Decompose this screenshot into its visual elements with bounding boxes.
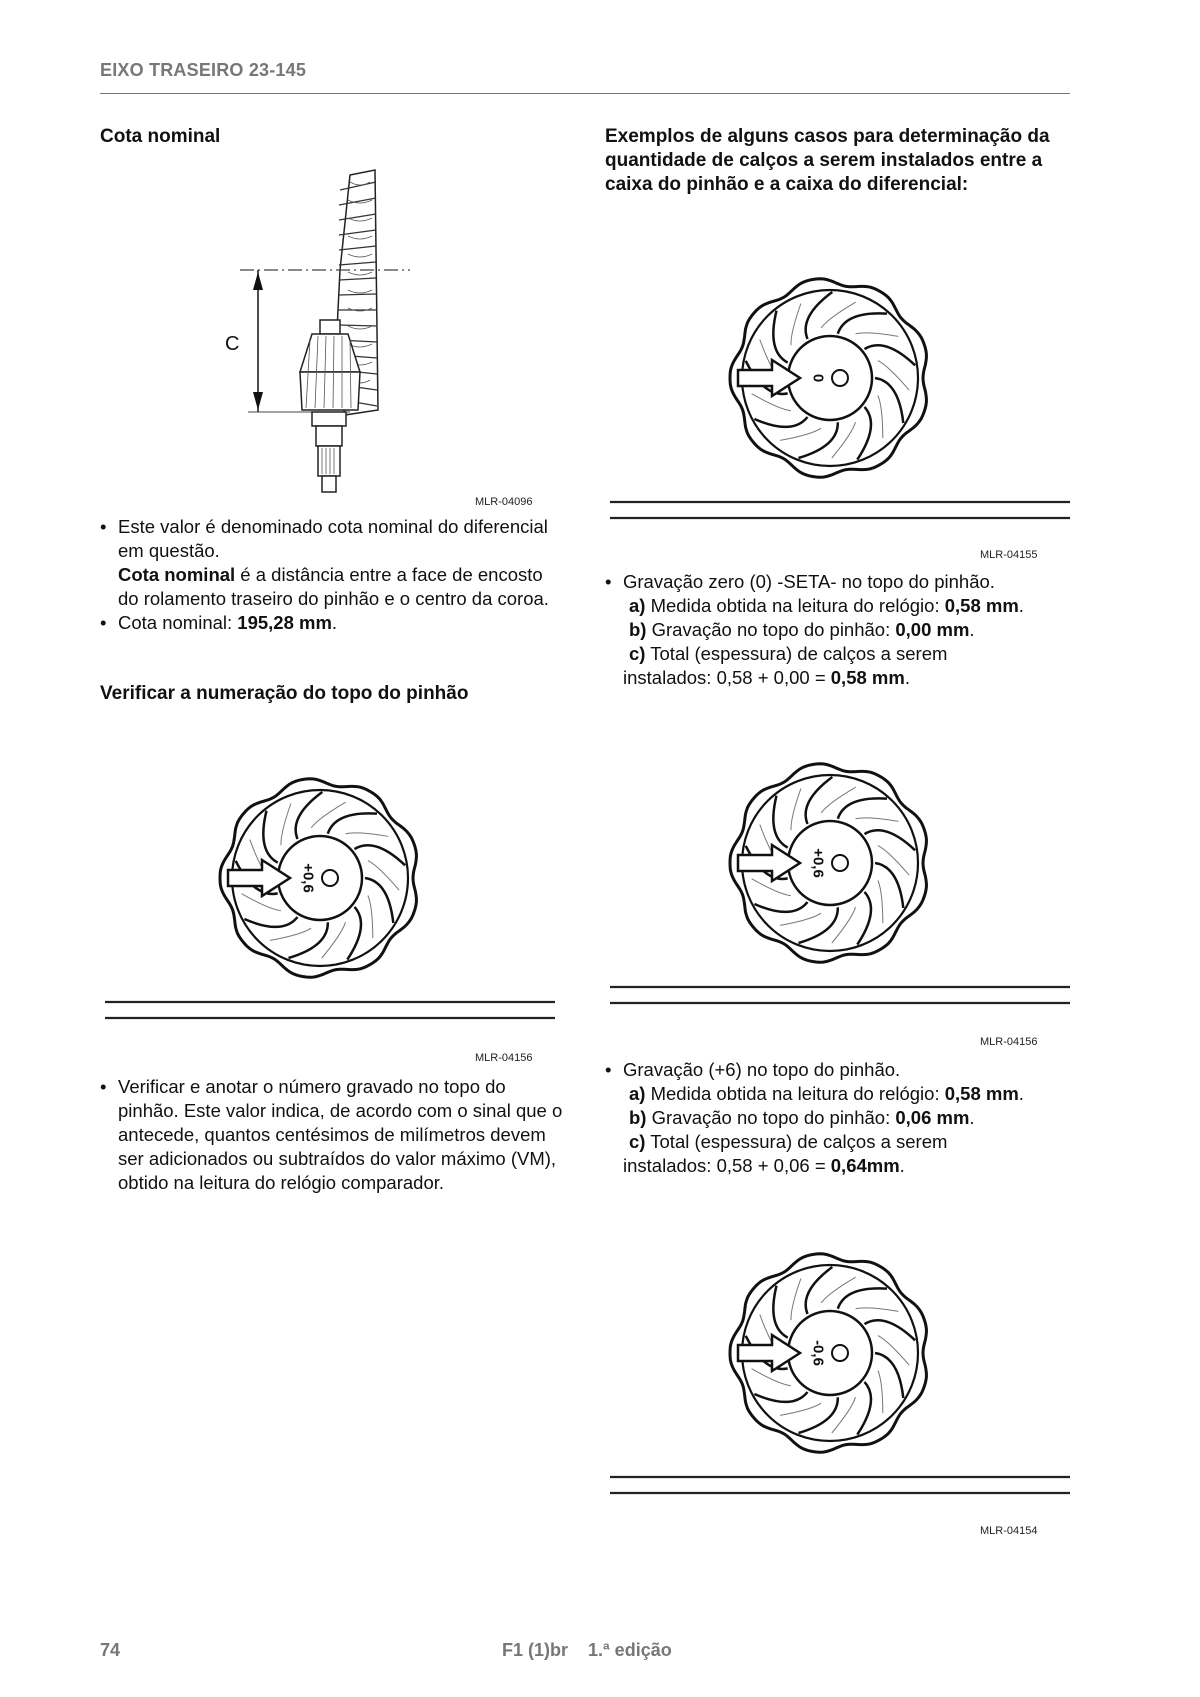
figure-pinion-top-plus [100, 770, 560, 1030]
engraving-label: +0,6 [299, 863, 317, 893]
engraving-label: 0 [809, 373, 827, 383]
center-hole [322, 870, 338, 886]
bullet-item: • Cota nominal: 195,28 mm. [100, 611, 560, 635]
figure-pinion-top-plus-2 [605, 755, 1075, 1015]
example1-line-c2: instalados: 0,58 + 0,00 = 0,58 mm. [623, 667, 910, 688]
center-hole [832, 370, 848, 386]
figure-code-2: MLR-04156 [475, 1052, 533, 1064]
pinion-top-gear-drawing [605, 270, 1075, 530]
bullet-item: • Gravação zero (0) -SETA- no topo do pinhão. [605, 570, 1085, 594]
subsection-title-verify: Verificar a numeração do topo do pinhão [100, 683, 469, 704]
example2-line-a: a) Medida obtida na leitura do relógio: 0,58 mm. [629, 1083, 1024, 1104]
figure-code-5: MLR-04154 [980, 1525, 1038, 1537]
example1-text [605, 570, 1085, 690]
section-title-examples: Exemplos de alguns casos para determinação da quantidade de calços a serem instalados entre a caixa do pinhão e a caixa do diferencial: [605, 126, 1050, 195]
page-header-title: EIXO TRASEIRO 23-145 [100, 60, 307, 80]
example1-line-a: a) Medida obtida na leitura do relógio: 0,58 mm. [629, 595, 1024, 616]
example2-text [605, 1058, 1085, 1178]
example2-line-c2: instalados: 0,58 + 0,06 = 0,64mm. [623, 1155, 905, 1176]
figure-code-4: MLR-04156 [980, 1036, 1038, 1048]
nominal-description [100, 515, 560, 635]
pinion-top-gear-drawing [605, 1245, 1075, 1505]
dimension-label-c: C [225, 333, 240, 355]
verify-description [100, 1075, 570, 1195]
center-hole [832, 855, 848, 871]
center-hole [832, 1345, 848, 1361]
figure-pinion-top-zero [605, 270, 1075, 530]
bullet-item: • Gravação (+6) no topo do pinhão. [605, 1058, 1085, 1082]
example1-line-b: b) Gravação no topo do pinhão: 0,00 mm. [629, 619, 975, 640]
bullet-item: • Este valor é denominado cota nominal do diferencial em questão. Cota nominal é a distância entre a face de encosto do rolamento traseiro do pinhão e o centro da coroa. [100, 515, 560, 611]
figure-pinion-ring-gear [200, 160, 550, 510]
section-title-cota-nominal: Cota nominal [100, 126, 221, 147]
example1-line-c: c) Total (espessura) de calços a serem [629, 643, 948, 664]
figure-code-3: MLR-04155 [980, 549, 1038, 561]
example2-line-c: c) Total (espessura) de calços a serem [629, 1131, 948, 1152]
bullet-item: • Verificar e anotar o número gravado no topo do pinhão. Este valor indica, de acordo com o sinal que o antecede, quantos centésimos de milímetros devem ser adicionados ou subtraídos do valor máximo (VM), obtido na leitura do relógio comparador. [100, 1075, 570, 1195]
pinion-ring-gear-drawing [200, 160, 550, 510]
engraving-label: -0,6 [809, 1340, 827, 1366]
pinion-top-gear-drawing [605, 755, 1075, 1015]
figure-code-1: MLR-04096 [475, 496, 533, 508]
page-number: 74 [100, 1640, 121, 1660]
figure-pinion-top-minus [605, 1245, 1075, 1505]
pinion-top-gear-drawing [100, 770, 560, 1030]
header-rule [100, 93, 1070, 94]
example2-line-b: b) Gravação no topo do pinhão: 0,06 mm. [629, 1107, 975, 1128]
edition-label: F1 (1)br 1.ª edição [502, 1640, 672, 1660]
engraving-label: +0,6 [809, 848, 827, 878]
